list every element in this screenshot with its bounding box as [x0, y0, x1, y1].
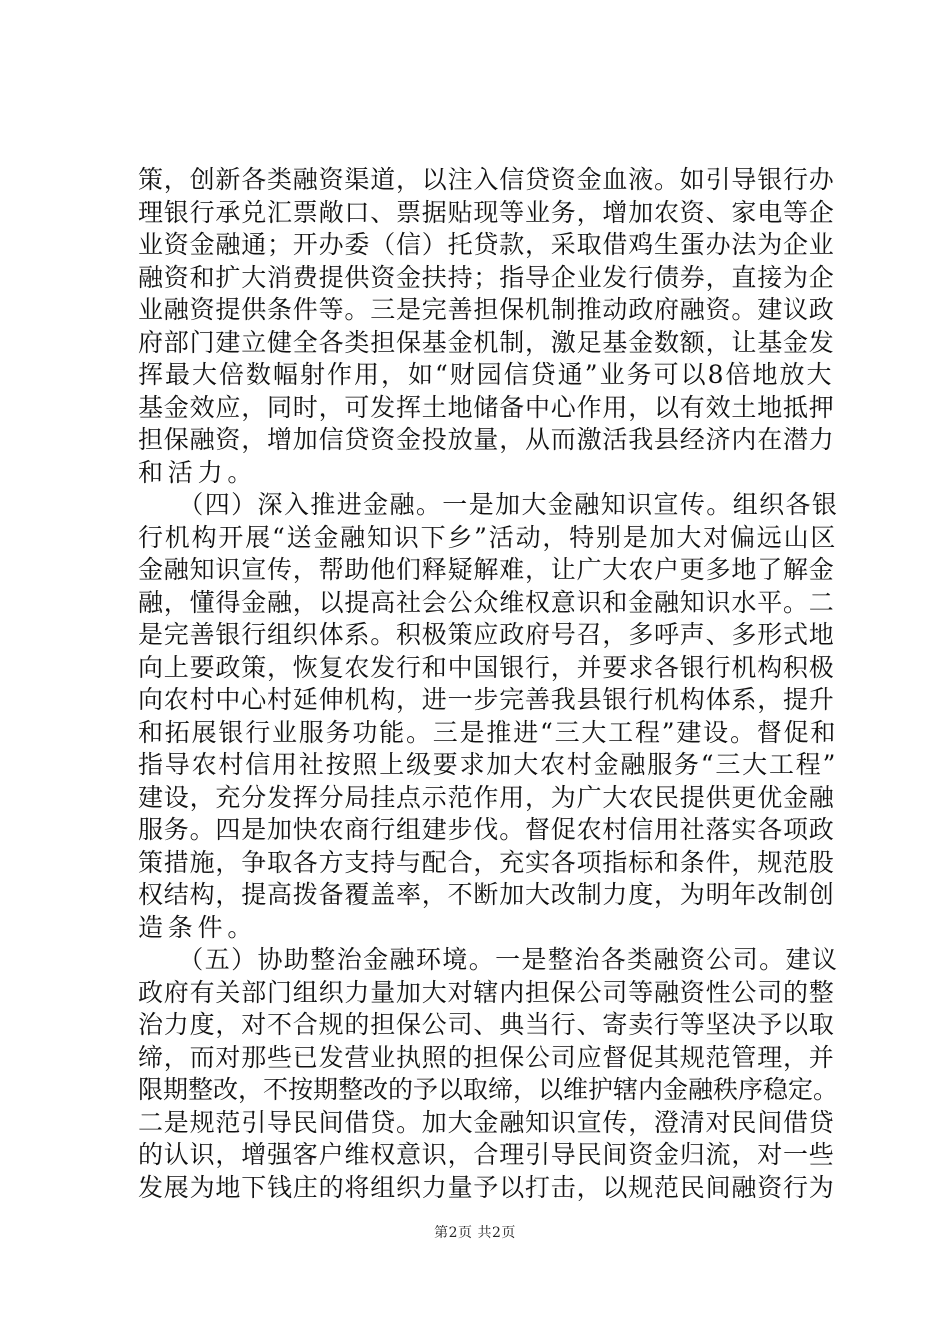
text-line: 的认识，增强客户维权意识，合理引导民间资金归流，对一些 [138, 1140, 835, 1169]
text-line: （四）深入推进金融。一是加大金融知识宣传。组织各银 [138, 490, 839, 519]
text-line: 发展为地下钱庄的将组织力量予以打击，以规范民间融资行为 [138, 1172, 835, 1202]
text-line: 金融知识宣传，帮助他们释疑解难，让广大农户更多地了解金 [138, 555, 835, 584]
text-line: 是完善银行组织体系。积极策应政府号召，多呼声、多形式地 [138, 620, 835, 649]
text-line: 建设，充分发挥分局挂点示范作用，为广大农民提供更优金融 [138, 782, 835, 812]
text-line: 和拓展银行业服务功能。三是推进“三大工程”建设。督促和 [138, 717, 838, 747]
text-line: 指导农村信用社按照上级要求加大农村金融服务“三大工程” [138, 750, 838, 779]
text-line: 挥最大倍数幅射作用，如“财园信贷通”业务可以8倍地放大 [138, 360, 834, 389]
text-line: 缔，而对那些已发营业执照的担保公司应督促其规范管理，并 [138, 1042, 835, 1072]
text-line: 融，懂得金融，以提高社会公众维权意识和金融知识水平。二 [138, 587, 835, 617]
text-line: 向上要政策，恢复农发行和中国银行，并要求各银行机构积极 [138, 652, 835, 682]
text-line: 行机构开展“送金融知识下乡”活动，特别是加大对偏远山区 [138, 522, 838, 552]
text-line: 二是规范引导民间借贷。加大金融知识宣传，澄清对民间借贷 [138, 1107, 835, 1137]
text-line: 策，创新各类融资渠道，以注入信贷资金血液。如引导银行办 [138, 165, 835, 194]
text-line: 理银行承兑汇票敞口、票据贴现等业务，增加农资、家电等企 [138, 197, 835, 227]
text-line: 服务。四是加快农商行组建步伐。督促农村信用社落实各项政 [138, 815, 835, 844]
text-line: 府部门建立健全各类担保基金机制，激足基金数额，让基金发 [138, 327, 835, 357]
text-line: 融资和扩大消费提供资金扶持；指导企业发行债券，直接为企 [138, 262, 835, 292]
text-line: 治力度，对不合规的担保公司、典当行、寄卖行等坚决予以取 [138, 1010, 835, 1039]
page-number-footer: 第2页 共2页 [434, 1225, 516, 1241]
text-line: 策措施，争取各方支持与配合，充实各项指标和条件，规范股 [138, 847, 835, 877]
body-text [138, 164, 839, 1204]
text-line: 业融资提供条件等。三是完善担保机制推动政府融资。建议政 [138, 295, 835, 324]
text-line: 业资金融通；开办委（信）托贷款，采取借鸡生蛋办法为企业 [138, 230, 835, 259]
text-line: （五）协助整治金融环境。一是整治各类融资公司。建议 [138, 945, 839, 974]
text-line: 基金效应，同时，可发挥土地储备中心作用，以有效土地抵押 [138, 392, 835, 422]
text-line: 权结构，提高拨备覆盖率，不断加大改制力度，为明年改制创 [138, 880, 835, 909]
text-line: 造条件。 [138, 912, 258, 942]
text-line: 担保融资，增加信贷资金投放量，从而激活我县经济内在潜力 [138, 425, 835, 454]
text-line: 和活力。 [138, 457, 258, 487]
text-line: 向农村中心村延伸机构，进一步完善我县银行机构体系，提升 [138, 685, 835, 714]
text-line: 限期整改，不按期整改的予以取缔，以维护辖内金融秩序稳定。 [138, 1075, 839, 1104]
text-line: 政府有关部门组织力量加大对辖内担保公司等融资性公司的整 [138, 977, 835, 1007]
